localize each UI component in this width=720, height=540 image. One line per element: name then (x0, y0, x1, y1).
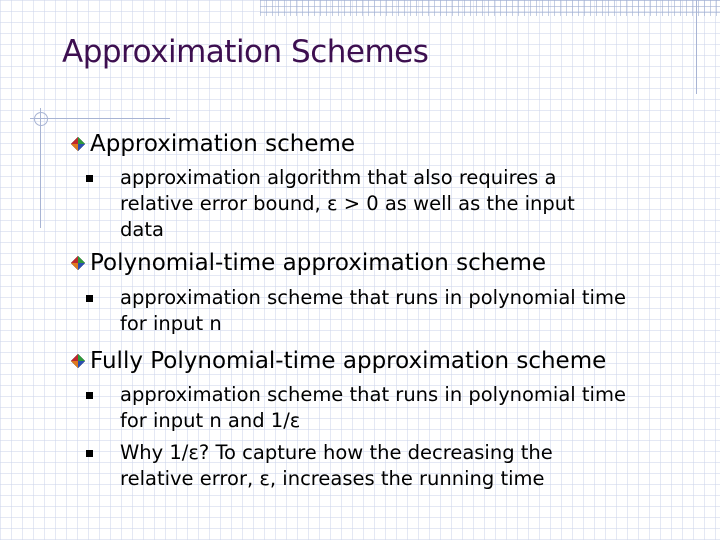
sub-bullet-text: approximation scheme that runs in polynomial time for input n and 1/ε (120, 383, 626, 432)
bullet-item-fptas (70, 345, 710, 377)
square-bullet-icon (86, 450, 93, 457)
sub-bullet-text: approximation algorithm that also requires a relative error bound, ε > 0 as well as the input data (120, 166, 575, 241)
square-bullet-icon (86, 392, 93, 399)
decorative-vertical-line-left (40, 108, 41, 228)
sub-bullet-text: approximation scheme that runs in polynomial time for input n (120, 286, 626, 335)
sub-bullet-item (120, 382, 710, 434)
bullet-item-ptas (70, 247, 710, 279)
diamond-bullet-icon (70, 255, 86, 271)
bullet-heading: Approximation scheme (90, 131, 356, 157)
square-bullet-icon (86, 295, 93, 302)
sub-bullet-item (120, 440, 710, 492)
decorative-vertical-line (696, 0, 697, 94)
bullet-heading: Polynomial-time approximation scheme (90, 250, 547, 276)
square-bullet-icon (86, 175, 93, 182)
sub-bullet-text: Why 1/ε? To capture how the decreasing the relative error, ε, increases the running time (120, 441, 553, 490)
decorative-grid-strip (260, 0, 720, 16)
diamond-bullet-icon (70, 136, 86, 152)
slide-content (70, 128, 710, 492)
decorative-circle (34, 112, 48, 126)
diamond-bullet-icon (70, 353, 86, 369)
slide-title: Approximation Schemes (62, 34, 429, 70)
decorative-horizontal-line (30, 118, 170, 119)
bullet-item-approximation-scheme (70, 128, 710, 160)
sub-bullet-item (120, 285, 710, 337)
sub-bullet-item (120, 165, 710, 243)
bullet-heading: Fully Polynomial-time approximation scheme (90, 348, 607, 374)
